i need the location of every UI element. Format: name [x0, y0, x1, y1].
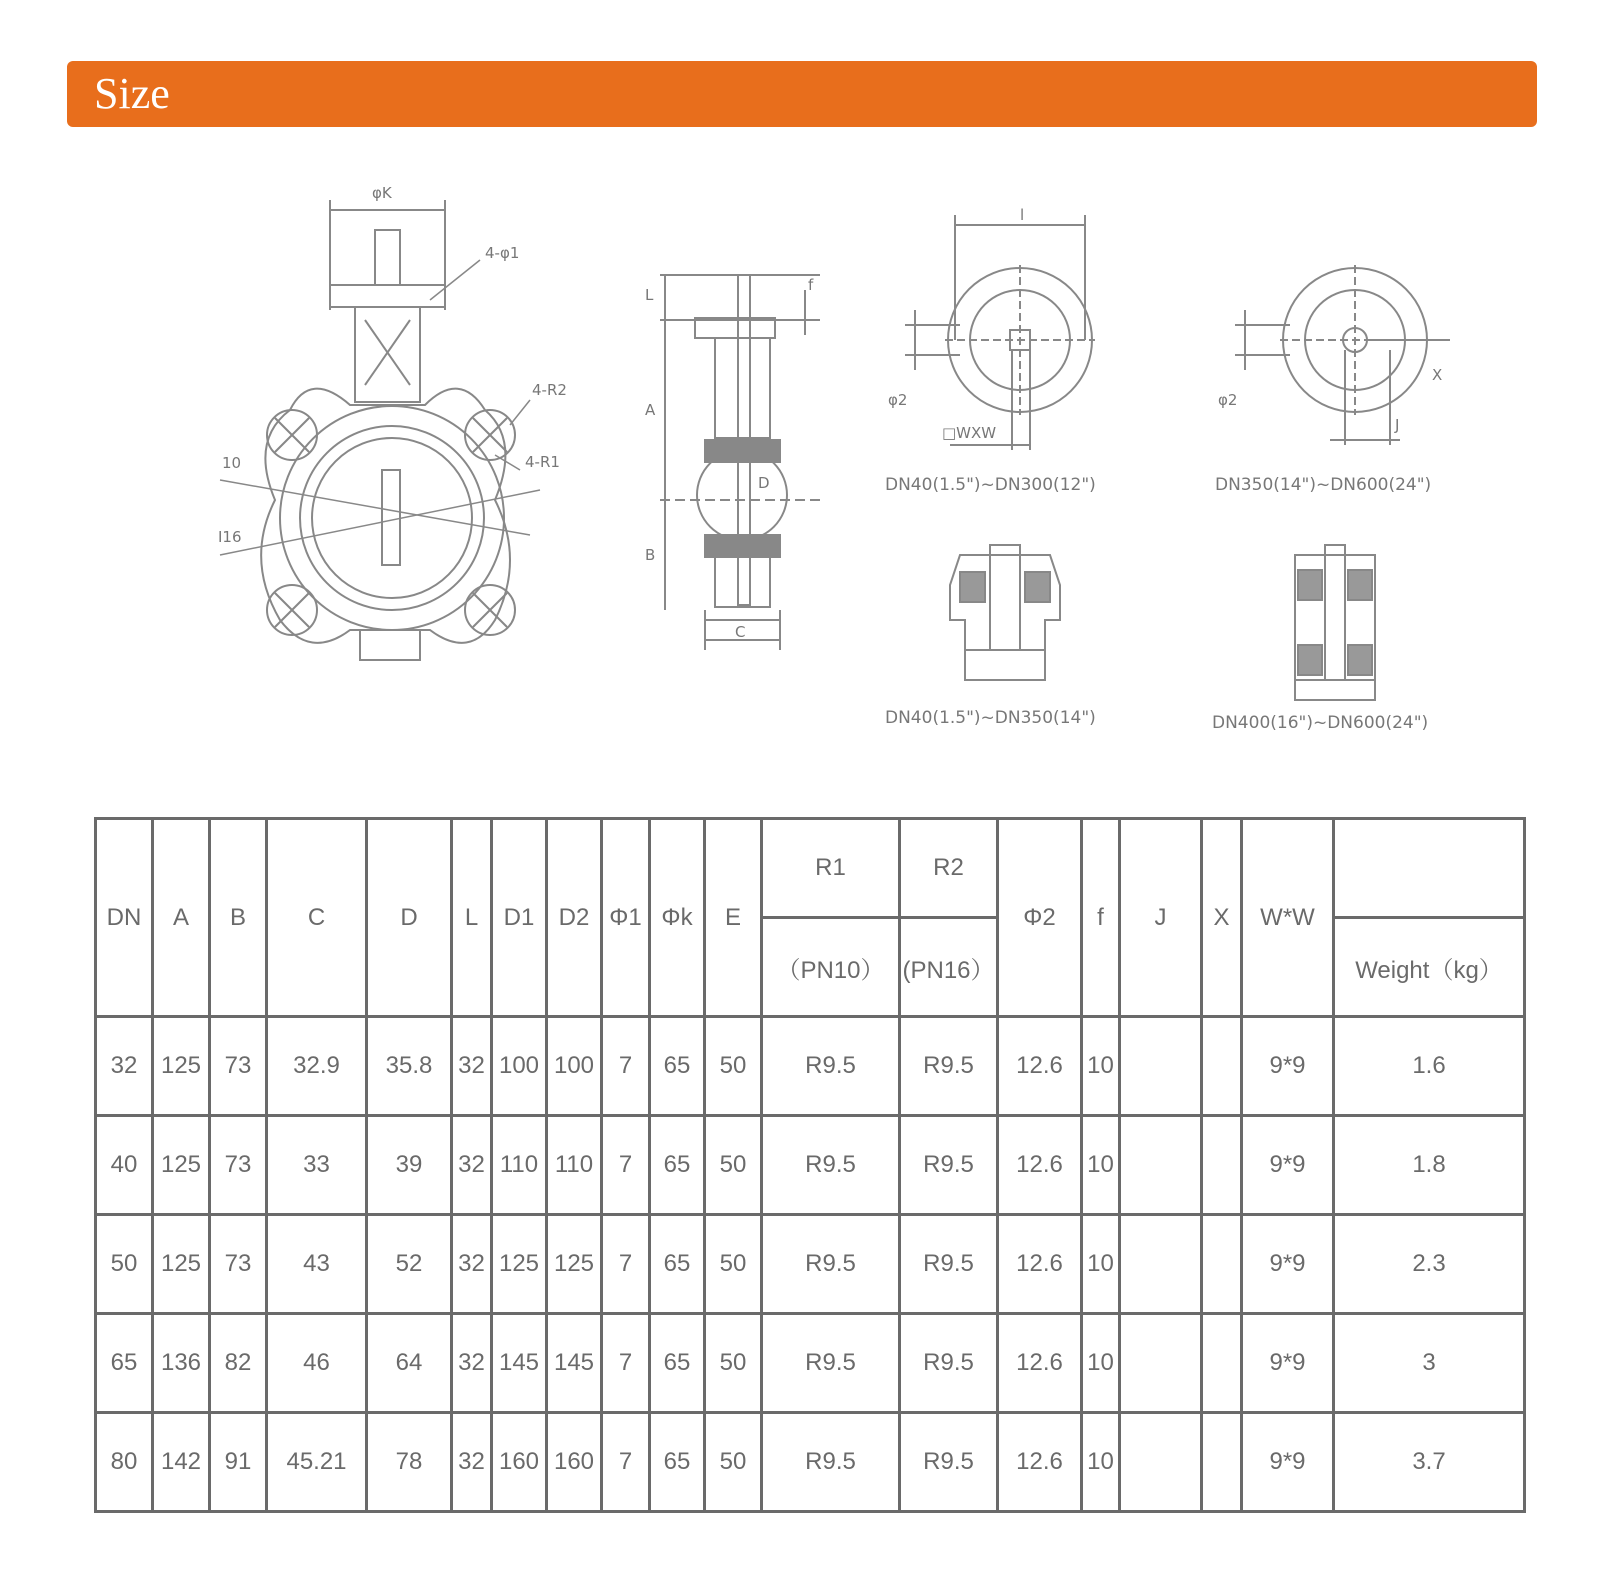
- cell-phi2: 12.6: [998, 1413, 1082, 1512]
- section-title: Size: [94, 69, 170, 118]
- cell-dn: 50: [96, 1215, 153, 1314]
- cell-x: [1202, 1017, 1242, 1116]
- cell-b: 73: [210, 1215, 267, 1314]
- table-row: [96, 1116, 1525, 1215]
- cell-e: 50: [705, 1314, 762, 1413]
- cell-wxw: 9*9: [1242, 1116, 1334, 1215]
- cell-f: 10: [1082, 1017, 1120, 1116]
- cell-b: 91: [210, 1413, 267, 1512]
- cell-phi1: 7: [602, 1215, 650, 1314]
- cell-e: 50: [705, 1017, 762, 1116]
- col-header-c: C: [267, 819, 367, 1017]
- label-D: D: [758, 474, 770, 492]
- cell-dn: 80: [96, 1413, 153, 1512]
- cell-b: 73: [210, 1116, 267, 1215]
- label-J: J: [1395, 416, 1400, 434]
- label-top-l: l: [1020, 206, 1025, 224]
- col-header-e: E: [705, 819, 762, 1017]
- cell-weight: 3: [1334, 1314, 1525, 1413]
- cell-l: 32: [452, 1116, 492, 1215]
- cell-r1: R9.5: [762, 1314, 900, 1413]
- col-header-wxw: W*W: [1242, 819, 1334, 1017]
- caption-bottom-left: DN40(1.5")~DN350(14"): [885, 708, 1096, 728]
- cell-phi2: 12.6: [998, 1116, 1082, 1215]
- cell-d1: 145: [492, 1314, 547, 1413]
- cell-phi1: 7: [602, 1314, 650, 1413]
- cell-phi2: 12.6: [998, 1017, 1082, 1116]
- cell-d2: 110: [547, 1116, 602, 1215]
- cell-phi1: 7: [602, 1017, 650, 1116]
- cell-f: 10: [1082, 1215, 1120, 1314]
- table-row: [96, 1413, 1525, 1512]
- cell-dn: 65: [96, 1314, 153, 1413]
- cell-wxw: 9*9: [1242, 1413, 1334, 1512]
- cell-d2: 125: [547, 1215, 602, 1314]
- col-header-r1: R1: [762, 819, 900, 918]
- cell-phi2: 12.6: [998, 1215, 1082, 1314]
- col-subheader-pn10: （PN10）: [762, 918, 900, 1017]
- cell-phik: 65: [650, 1413, 705, 1512]
- cell-b: 82: [210, 1314, 267, 1413]
- cell-c: 46: [267, 1314, 367, 1413]
- front-view-drawing: [220, 200, 540, 660]
- top-flange-large-drawing: [1235, 265, 1450, 445]
- cell-d: 39: [367, 1116, 452, 1215]
- cell-r2: R9.5: [900, 1314, 998, 1413]
- cell-phi1: 7: [602, 1116, 650, 1215]
- cell-l: 32: [452, 1413, 492, 1512]
- cell-l: 32: [452, 1017, 492, 1116]
- col-header-weight: Weight（kg）: [1334, 918, 1525, 1017]
- table-row: [96, 1215, 1525, 1314]
- col-header-j: J: [1120, 819, 1202, 1017]
- cell-r1: R9.5: [762, 1413, 900, 1512]
- cell-d1: 100: [492, 1017, 547, 1116]
- cell-r2: R9.5: [900, 1116, 998, 1215]
- section-banner: [67, 61, 1537, 127]
- cell-phik: 65: [650, 1215, 705, 1314]
- cell-e: 50: [705, 1413, 762, 1512]
- table-row: [96, 1017, 1525, 1116]
- cell-weight: 2.3: [1334, 1215, 1525, 1314]
- cell-x: [1202, 1413, 1242, 1512]
- cell-wxw: 9*9: [1242, 1215, 1334, 1314]
- col-subheader-pn16: (PN16）: [900, 918, 998, 1017]
- cell-phik: 65: [650, 1017, 705, 1116]
- cell-c: 32.9: [267, 1017, 367, 1116]
- col-header-r2: R2: [900, 819, 998, 918]
- caption-top-left: DN40(1.5")~DN300(12"): [885, 475, 1096, 495]
- cell-dn: 32: [96, 1017, 153, 1116]
- col-header-l: L: [452, 819, 492, 1017]
- table-row: [96, 1314, 1525, 1413]
- cell-b: 73: [210, 1017, 267, 1116]
- col-header-f: f: [1082, 819, 1120, 1017]
- cell-c: 33: [267, 1116, 367, 1215]
- label-wxw: □WXW: [942, 424, 997, 442]
- side-view-drawing: [660, 275, 820, 650]
- cell-r1: R9.5: [762, 1017, 900, 1116]
- table-header-row: [96, 819, 1525, 918]
- drawing-canvas: [0, 140, 1601, 780]
- cell-d2: 160: [547, 1413, 602, 1512]
- label-4-r2: 4-R2: [532, 381, 567, 399]
- col-header-x: X: [1202, 819, 1242, 1017]
- cell-weight: 1.8: [1334, 1116, 1525, 1215]
- cell-e: 50: [705, 1116, 762, 1215]
- cell-j: [1120, 1116, 1202, 1215]
- cell-x: [1202, 1215, 1242, 1314]
- stem-section-large-drawing: [1295, 545, 1375, 700]
- cell-j: [1120, 1017, 1202, 1116]
- caption-bottom-right: DN400(16")~DN600(24"): [1212, 713, 1429, 733]
- label-phi-k: φK: [372, 184, 392, 202]
- cell-r2: R9.5: [900, 1017, 998, 1116]
- cell-e: 50: [705, 1215, 762, 1314]
- cell-j: [1120, 1314, 1202, 1413]
- cell-weight: 3.7: [1334, 1413, 1525, 1512]
- cell-wxw: 9*9: [1242, 1017, 1334, 1116]
- cell-phi1: 7: [602, 1413, 650, 1512]
- cell-l: 32: [452, 1215, 492, 1314]
- cell-r1: R9.5: [762, 1215, 900, 1314]
- valve-technical-drawings: [0, 140, 1601, 780]
- cell-d: 64: [367, 1314, 452, 1413]
- cell-a: 125: [153, 1116, 210, 1215]
- label-4-phi1: 4-φ1: [485, 244, 520, 262]
- label-C: C: [735, 623, 746, 641]
- cell-r2: R9.5: [900, 1215, 998, 1314]
- cell-d2: 145: [547, 1314, 602, 1413]
- col-header-d1: D1: [492, 819, 547, 1017]
- cell-c: 45.21: [267, 1413, 367, 1512]
- col-header-phi1: Φ1: [602, 819, 650, 1017]
- cell-r2: R9.5: [900, 1413, 998, 1512]
- col-header-d2: D2: [547, 819, 602, 1017]
- cell-phik: 65: [650, 1116, 705, 1215]
- cell-x: [1202, 1314, 1242, 1413]
- cell-d: 35.8: [367, 1017, 452, 1116]
- label-A: A: [645, 401, 656, 419]
- label-phi2-b: φ2: [1218, 391, 1238, 409]
- label-f: f: [808, 276, 814, 294]
- cell-d: 78: [367, 1413, 452, 1512]
- cell-a: 125: [153, 1215, 210, 1314]
- cell-dn: 40: [96, 1116, 153, 1215]
- label-B: B: [645, 546, 656, 564]
- label-i16: I16: [218, 528, 242, 546]
- cell-a: 125: [153, 1017, 210, 1116]
- cell-f: 10: [1082, 1116, 1120, 1215]
- cell-d1: 110: [492, 1116, 547, 1215]
- col-header-d: D: [367, 819, 452, 1017]
- cell-j: [1120, 1215, 1202, 1314]
- cell-d1: 125: [492, 1215, 547, 1314]
- col-header-phik: Φk: [650, 819, 705, 1017]
- cell-phi2: 12.6: [998, 1314, 1082, 1413]
- cell-a: 136: [153, 1314, 210, 1413]
- stem-section-small-drawing: [950, 545, 1060, 680]
- col-header-dn: DN: [96, 819, 153, 1017]
- col-header-phi2: Φ2: [998, 819, 1082, 1017]
- cell-weight: 1.6: [1334, 1017, 1525, 1116]
- cell-f: 10: [1082, 1314, 1120, 1413]
- cell-a: 142: [153, 1413, 210, 1512]
- col-header-a: A: [153, 819, 210, 1017]
- size-spec-table: [94, 817, 1526, 1513]
- caption-top-right: DN350(14")~DN600(24"): [1215, 475, 1432, 495]
- cell-l: 32: [452, 1314, 492, 1413]
- label-L: L: [645, 286, 654, 304]
- cell-c: 43: [267, 1215, 367, 1314]
- label-X: X: [1432, 366, 1443, 384]
- cell-d: 52: [367, 1215, 452, 1314]
- cell-x: [1202, 1116, 1242, 1215]
- cell-wxw: 9*9: [1242, 1314, 1334, 1413]
- cell-j: [1120, 1413, 1202, 1512]
- col-header-b: B: [210, 819, 267, 1017]
- col-header-weight-blank: [1334, 819, 1525, 918]
- cell-phik: 65: [650, 1314, 705, 1413]
- cell-d1: 160: [492, 1413, 547, 1512]
- cell-f: 10: [1082, 1413, 1120, 1512]
- label-phi2-a: φ2: [888, 391, 908, 409]
- label-10: 10: [222, 454, 242, 472]
- cell-d2: 100: [547, 1017, 602, 1116]
- top-flange-small-drawing: [905, 215, 1095, 450]
- label-4-r1: 4-R1: [525, 453, 560, 471]
- cell-r1: R9.5: [762, 1116, 900, 1215]
